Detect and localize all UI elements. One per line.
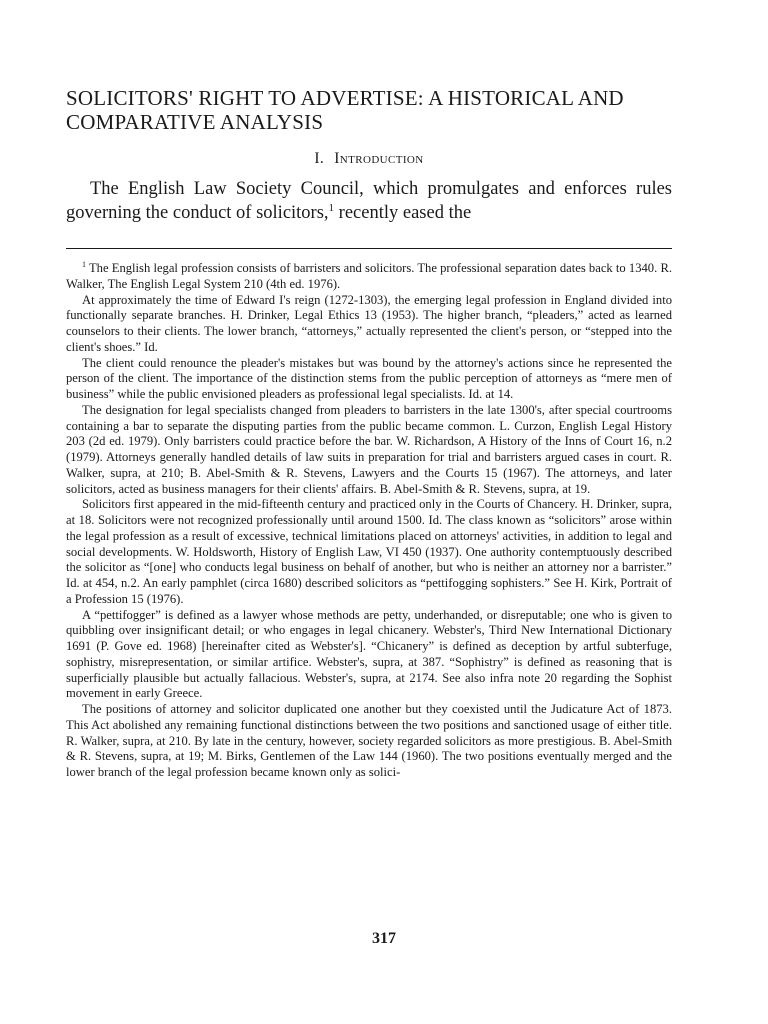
section-heading bbox=[66, 150, 672, 168]
footnote-divider bbox=[66, 248, 672, 249]
footnote-paragraph: A “pettifogger” is defined as a lawyer whose methods are petty, underhanded, or disreputable; one who is given to quibbling over insignificant detail; or who engages in legal chicanery. Webster's, Third New International Dictionary 1691 (P. Gove ed. 1968) [hereinafter cited as Webster's]. “Chicanery” is defined as deception by artful subterfuge, sophistry, misrepresentation, or similar artifice. Webster's, supra, at 387. “Sophistry” is defined as reasoning that is superficially plausible but actually fallacious. Webster's, supra, at 2174. See also infra note 20 regarding the Sophist movement in early Greece. bbox=[66, 607, 672, 701]
section-number: I. bbox=[314, 150, 325, 167]
footnote-mark: 1 bbox=[82, 259, 86, 269]
footnotes bbox=[66, 261, 672, 781]
body-text-end: recently eased the bbox=[334, 203, 472, 223]
footnote-paragraph: The positions of attorney and solicitor duplicated one another but they coexisted until the Judicature Act of 1873. This Act abolished any remaining functional distinctions between the two positions and sanctioned usage of either title. R. Walker, supra, at 210. By late in the century, however, society regarded solicitors as more prestigious. B. Abel-Smith & R. Stevens, supra, at 19; M. Birks, Gentlemen of the Law 144 (1960). The two positions eventually merged and the lower branch of the legal profession became known only as solici- bbox=[66, 702, 672, 779]
footnote-paragraph: Solicitors first appeared in the mid-fifteenth century and practiced only in the Courts of Chancery. H. Drinker, supra, at 18. Solicitors were not recognized professionally until around 1500. Id. The class known as “solicitors” arose within the legal profession as a result of excessive, technical limitations placed on attorneys' activities, in addition to legal and social developments. W. Holdsworth, History of English Law, VI 450 (1937). One authority contemptuously described the solicitor as “[one] who conducts legal business on behalf of another, but who is neither an attorney nor a barrister.” Id. at 454, n.2. An early pamphlet (circa 1680) described solicitors as “pettifogging sophisters.” See H. Kirk, Portrait of a Profession 15 (1976). bbox=[66, 497, 672, 606]
footnote-paragraph: The client could renounce the pleader's mistakes but was bound by the attorney's actions since he represented the person of the client. The importance of the distinction stems from the public perception of attorneys as “mere men of business” while the public envisioned pleaders as professional legal specialists. Id. at 14. bbox=[66, 355, 672, 401]
footnote-paragraph bbox=[66, 261, 672, 293]
footnote-reference: 1 bbox=[328, 201, 335, 214]
footnote-text: The English legal profession consists of barristers and solicitors. The professional separation dates back to 1340. R. Walker, The English Legal System 210 (4th ed. 1976). bbox=[66, 261, 673, 291]
body-paragraph bbox=[66, 177, 672, 225]
article-title: SOLICITORS' RIGHT TO ADVERTISE: A HISTORICAL AND COMPARATIVE ANALYSIS bbox=[66, 86, 624, 134]
page-content bbox=[66, 86, 672, 781]
body-text-start: The English Law Society Council, which promulgates and enforces rules governing the conduct of solicitors, bbox=[66, 179, 672, 223]
footnote-paragraph: The designation for legal specialists changed from pleaders to barristers in the late 1300's, after special courtrooms containing a bar to separate the disputing parties from the public became common. L. Curzon, English Legal History 203 (2d ed. 1979). Only barristers could practice before the bar. W. Richardson, A History of the Inns of Court 16, n.2 (1979). Attorneys generally handled details of law suits in preparation for trial and barristers argued cases in court. R. Walker, supra, at 210; B. Abel-Smith & R. Stevens, Lawyers and the Courts 15 (1967). The attorneys, and later solicitors, acted as business managers for their clients' affairs. B. Abel-Smith & R. Stevens, supra, at 19. bbox=[66, 402, 672, 496]
footnote-paragraph: At approximately the time of Edward I's reign (1272-1303), the emerging legal profession in England divided into functionally separate branches. H. Drinker, Legal Ethics 13 (1953). The higher branch, “pleaders,” acted as learned counselors to their clients. The lower branch, “attorneys,” actually represented the client's person, or “stepped into the client's shoes.” Id. bbox=[66, 292, 672, 354]
section-title: Introduction bbox=[334, 150, 424, 167]
page-number: 317 bbox=[372, 930, 396, 947]
